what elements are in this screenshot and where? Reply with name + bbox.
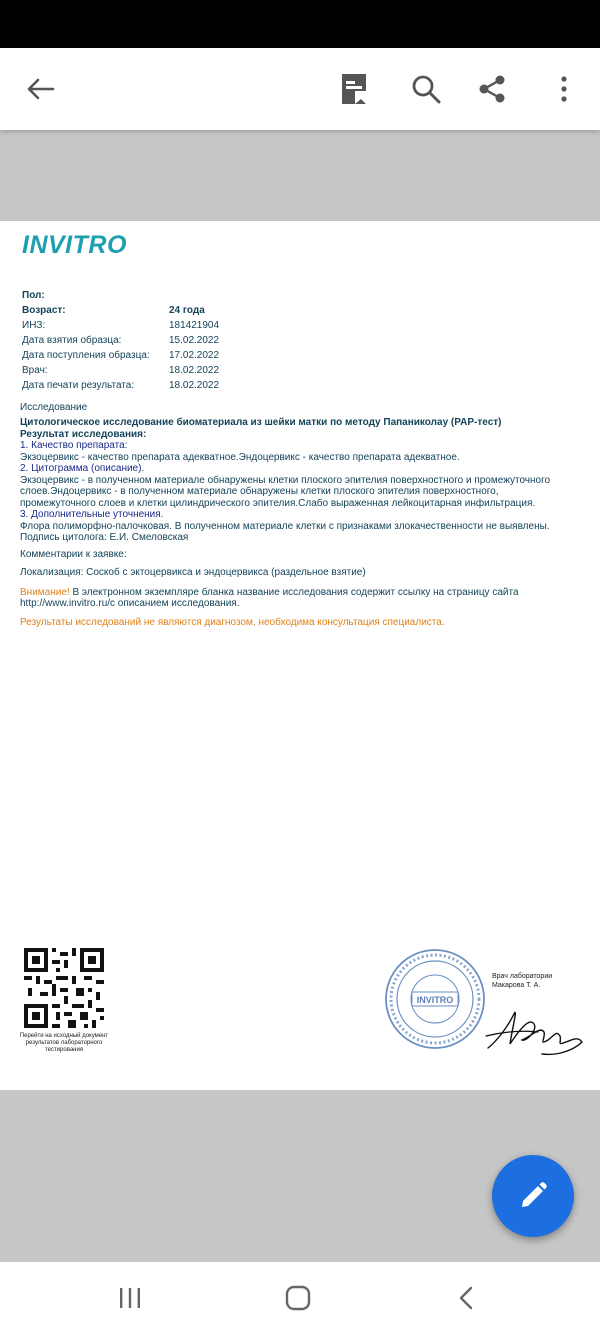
chevron-left-icon <box>458 1286 474 1310</box>
attention-note <box>20 587 580 599</box>
qr-caption: Перейти на исходный документ результатов лабораторного тестирования <box>19 1033 109 1053</box>
search-icon <box>411 74 441 104</box>
disclaimer: Результаты исследований не являются диагнозом, необходима консультация специалиста. <box>20 617 445 628</box>
doctor-signature <box>482 996 588 1060</box>
arrow-left-icon <box>25 77 55 101</box>
section3-title: 3. Дополнительные уточнения. <box>20 509 164 520</box>
more-vertical-icon <box>560 75 568 103</box>
svg-text:INVITRO: INVITRO <box>416 995 454 1005</box>
system-back-button[interactable] <box>446 1278 486 1318</box>
receipt-date-label: Дата поступления образца: <box>22 350 150 361</box>
invitro-stamp <box>384 948 486 1050</box>
attention-tail: с описанием исследования. <box>110 598 240 609</box>
pencil-icon <box>517 1180 549 1212</box>
status-bar <box>0 0 600 48</box>
more-options-button[interactable] <box>538 63 590 115</box>
search-button[interactable] <box>400 63 452 115</box>
comments-label: Комментарии к заявке: <box>20 549 127 560</box>
lab-doctor <box>492 972 552 990</box>
home-button[interactable] <box>278 1278 318 1318</box>
study-title: Цитологическое исследование биоматериала из шейки матки по методу Папаниколау (PAP-тест) <box>20 417 502 428</box>
age-value: 24 года <box>169 305 205 316</box>
back-button[interactable] <box>14 63 66 115</box>
share-icon <box>477 74 507 104</box>
recents-icon <box>118 1287 142 1309</box>
doctor-value: 18.02.2022 <box>169 365 220 376</box>
attention-link-line <box>20 598 580 610</box>
document-page <box>0 221 600 1090</box>
study-label: Исследование <box>20 402 88 413</box>
lab-doctor-name: Макарова Т. А. <box>492 982 541 989</box>
system-nav-bar <box>0 1262 600 1332</box>
result-heading: Результат исследования: <box>20 429 147 440</box>
sample-date-label: Дата взятия образца: <box>22 335 122 346</box>
cytologist-signature: Подпись цитолога: Е.И. Смеловская <box>20 532 189 543</box>
attention-text: В электронном экземпляре бланка название исследования содержит ссылку на страницу сайта <box>69 587 519 598</box>
lab-doctor-title: Врач лаборатории <box>492 973 553 980</box>
section1-text: Экзоцервикс - качество препарата адекватное.Эндоцервикс - качество препарата адекватное. <box>20 452 460 463</box>
print-date-label: Дата печати результата: <box>22 380 135 391</box>
qr-code[interactable] <box>24 948 104 1028</box>
attention-word: Внимание! <box>20 587 70 598</box>
sex-label: Пол: <box>22 290 45 301</box>
section2-title: 2. Цитограмма (описание). <box>20 463 145 474</box>
invitro-link[interactable]: http://www.invitro.ru/ <box>20 598 111 609</box>
recents-button[interactable] <box>110 1278 150 1318</box>
doctor-label: Врач: <box>22 365 48 376</box>
localization-text: Локализация: Соскоб с эктоцервикса и эндоцервикса (раздельное взятие) <box>20 567 366 578</box>
invitro-logo: INVITRO <box>22 231 127 259</box>
edit-fab[interactable] <box>492 1155 574 1237</box>
reading-mode-button[interactable] <box>328 63 380 115</box>
section1-title: 1. Качество препарата: <box>20 440 128 451</box>
section3-text: Флора полиморфно-палочковая. В полученном материале клетки с признаками злокачественности не выявлены. <box>20 521 550 532</box>
home-icon <box>285 1285 311 1311</box>
reading-mode-icon <box>341 73 367 105</box>
section2-line1: Экзоцервикс - в полученном материале обнаружены клетки плоского эпителия поверхностного и промежуточного <box>20 475 551 486</box>
inz-value: 181421904 <box>169 320 220 331</box>
share-button[interactable] <box>466 63 518 115</box>
print-date-value: 18.02.2022 <box>169 380 220 391</box>
receipt-date-value: 17.02.2022 <box>169 350 220 361</box>
app-toolbar <box>0 48 600 130</box>
inz-label: ИНЗ: <box>22 320 46 331</box>
sample-date-value: 15.02.2022 <box>169 335 220 346</box>
section2-line2: слоев.Эндоцервикс - в полученном материале обнаружены клетки плоского эпителия поверхностного, <box>20 486 499 497</box>
age-label: Возраст: <box>22 305 66 316</box>
section2-line3: промежуточного слоев и клетки цилиндрического эпителия.Слабо выраженная лейкоцитарная инфильтрация. <box>20 498 536 509</box>
